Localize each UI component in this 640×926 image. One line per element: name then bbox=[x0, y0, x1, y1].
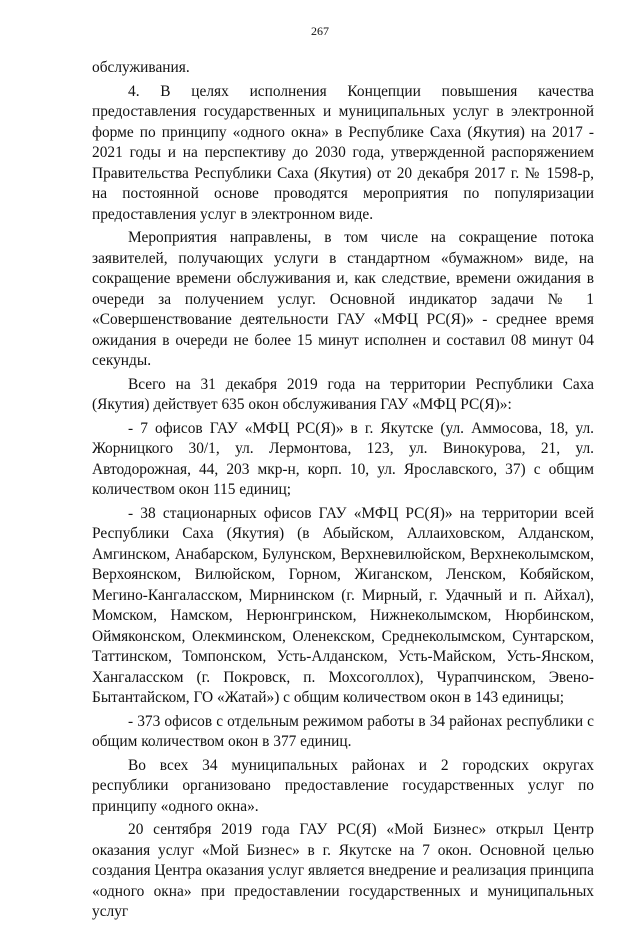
paragraph-municipal-districts: Во всех 34 муниципальных районах и 2 городских округах республики организовано предоставление государственных услуг по принципу «одного окна». bbox=[92, 756, 594, 815]
paragraph-concept: 4. В целях исполнения Концепции повышения качества предоставления государственных и муниципальных услуг в электронной форме по принципу «одного окна» в Республике Саха (Якутия) на 2017 - 2021 годы и на перспективу до 2030 года, утвержденной распоряжением Правительства Республики Саха (Якутия) от 20 декабря 2017 г. № 1598-р, на постоянной основе проводятся мероприятия по популяризации предоставления услуг в электронном виде. bbox=[92, 82, 594, 223]
paragraph-measures: Мероприятия направлены, в том числе на сокращение потока заявителей, получающих услуги в стандартном «бумажном» виде, на сокращение времени обслуживания и, как следствие, времени ожидания в очереди за получением услуг. Основной индикатор задачи № 1 «Совершенствование деятельности ГАУ «МФЦ РС(Я)» - среднее время ожидания в очереди не более 15 минут исполнен и составил 08 минут 04 секунды. bbox=[92, 229, 594, 369]
page-number: 267 bbox=[311, 24, 329, 38]
document-body bbox=[92, 58, 594, 926]
paragraph-stationary-offices: - 38 стационарных офисов ГАУ «МФЦ РС(Я)» на территории всей Республики Саха (Якутия) (в Абыйском, Аллаиховском, Алданском, Амгинском, Анабарском, Булунском, Верхневилюйском, Верхнеколымском, Верхоянском, Вилюйском, Горном, Жиганском, Ленском, Кобяйском, Мегино-Кангаласском, Мирнинском (г. Мирный, г. Удачный и п. Айхал), Момском, Намском, Нерюнгринском, Нижнеколымском, Нюрбинском, Оймяконском, Олекминском, Оленекском, Среднеколымском, Сунтарском, Таттинском, Томпонском, Усть-Алданском, Усть-Майском, Усть-Янском, Хангаласском (г. Покровск, п. Мохсоголлох), Чурапчинском, Эвено-Бытантайском, ГО «Жатай») с общим количеством окон в 143 единицы; bbox=[92, 504, 594, 706]
paragraph-my-business: 20 сентября 2019 года ГАУ РС(Я) «Мой Бизнес» открыл Центр оказания услуг «Мой Бизнес» в г. Якутске на 7 окон. Основной целью создания Центра оказания услуг является внедрение и реализация принципа «одного окна» при предоставлении государственных и муниципальных услуг bbox=[92, 821, 594, 920]
paragraph-separate-offices: - 373 офисов с отдельным режимом работы в 34 районах республики с общим количеством окон в 377 единиц. bbox=[92, 712, 594, 750]
paragraph-continuation: обслуживания. bbox=[92, 59, 190, 76]
paragraph-yakutsk-offices: - 7 офисов ГАУ «МФЦ РС(Я)» в г. Якутске (ул. Аммосова, 18, ул. Жорницкого 30/1, ул. Лермонтова, 123, ул. Винокурова, 21, ул. Автодорожная, 44, 203 мкр-н, корп. 10, ул. Ярославского, 37) с общим количеством окон 115 единиц; bbox=[92, 419, 594, 498]
paragraph-windows-total: Всего на 31 декабря 2019 года на территории Республики Саха (Якутия) действует 635 окон обслуживания ГАУ «МФЦ РС(Я)»: bbox=[92, 375, 594, 413]
